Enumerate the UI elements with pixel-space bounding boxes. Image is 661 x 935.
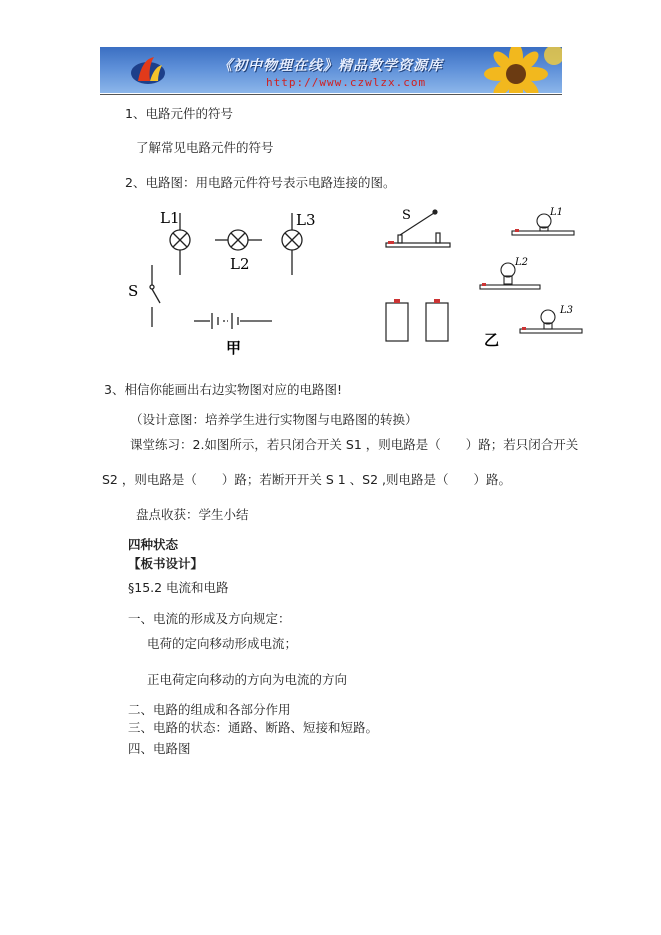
component-label-l3: L3: [560, 305, 574, 316]
board-design-heading: 【板书设计】: [128, 556, 204, 571]
component-label-s: S: [402, 208, 411, 223]
battery-symbol: [194, 313, 272, 329]
item1-heading: 1、电路元件的符号: [125, 106, 233, 121]
outline-item-1-sub1: 电荷的定向移动形成电流；: [147, 636, 298, 651]
site-logo-icon: [128, 53, 168, 87]
sunflower-icon: [470, 47, 562, 93]
summary-text: 盘点收获：学生小结: [136, 507, 249, 522]
figure-caption-yi: 乙: [484, 331, 500, 349]
banner-title: 《初中物理在线》精品教学资源库: [218, 58, 443, 74]
outline-item-4: 四、电路图: [128, 741, 191, 756]
circuit-symbols-figure: [120, 203, 320, 363]
banner-url: http://www.czwlzx.com: [266, 76, 427, 89]
switch-label: S: [128, 282, 139, 300]
exercise-line2: S2 ，则电路是（ ）路；若断开开关 S 1 、S2 ,则电路是（ ）路。: [102, 472, 512, 487]
section-title: §15.2 电流和电路: [128, 580, 229, 595]
item1-text: 了解常见电路元件的符号: [136, 140, 274, 155]
component-label-l1: L1: [550, 207, 564, 218]
outline-item-2: 二、电路的组成和各部分作用: [128, 702, 291, 717]
outline-item-1: 一、电流的形成及方向规定：: [128, 611, 291, 626]
outline-item-1-sub2: 正电荷定向移动的方向为电流的方向: [147, 672, 348, 687]
switch-symbol: [150, 265, 160, 327]
exercise-line1: 课堂练习：2.如图所示，若只闭合开关 S1 ，则电路是（ ）路；若只闭合开关: [130, 437, 579, 452]
lamp-label-l2: L2: [230, 255, 250, 273]
battery-cells-icon: [386, 299, 448, 341]
outline-item-3: 三、电路的状态：通路、断路、短接和短路。: [128, 720, 379, 735]
item2-heading: 2、电路图：用电路元件符号表示电路连接的图。: [125, 175, 396, 190]
bulb-l2-icon: [480, 263, 540, 289]
design-intent: （设计意图：培养学生进行实物图与电路图的转换）: [130, 412, 418, 427]
lamp-symbol-l2: [215, 230, 262, 250]
header-banner: [100, 47, 562, 93]
bulb-l1-icon: [512, 214, 574, 235]
four-states-heading: 四种状态: [128, 537, 179, 552]
lamp-label-l3: L3: [296, 211, 316, 229]
banner-divider: [100, 94, 562, 95]
figure-caption-jia: 甲: [226, 339, 242, 357]
physical-components-figure: [380, 203, 595, 363]
item3-heading: 3、相信你能画出右边实物图对应的电路图!: [104, 382, 342, 397]
lamp-label-l1: L1: [160, 209, 180, 227]
knife-switch-icon: [386, 210, 450, 247]
component-label-l2: L2: [515, 257, 529, 268]
